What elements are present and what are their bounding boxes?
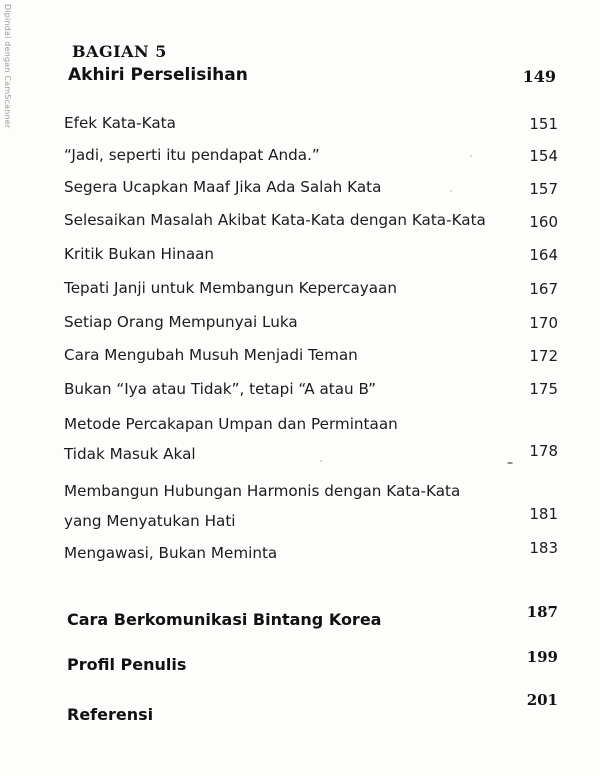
toc-entry-page: 181 [529, 505, 558, 523]
section-label: BAGIAN 5 [72, 42, 167, 61]
toc-entry-title: Bukan “Iya atau Tidak”, tetapi “A atau B” [64, 380, 376, 398]
toc-entry-page: 183 [529, 539, 558, 557]
toc-entry-title: “Jadi, seperti itu pendapat Anda.” [64, 146, 320, 164]
toc-entry-page: 154 [529, 147, 558, 165]
scan-speck [470, 155, 472, 157]
toc-entry-title: Tepati Janji untuk Membangun Kepercayaan [64, 279, 397, 297]
toc-entry-page: 172 [529, 347, 558, 365]
scan-speck [507, 462, 513, 464]
toc-entry-title-line1: Membangun Hubungan Harmonis dengan Kata-Kata [64, 482, 461, 500]
back-matter-title: Profil Penulis [67, 655, 187, 674]
toc-entry-title: Efek Kata-Kata [64, 114, 176, 132]
section-page-number: 149 [522, 67, 556, 86]
toc-entry-title: Setiap Orang Mempunyai Luka [64, 313, 298, 331]
toc-entry-title-line2: Tidak Masuk Akal [64, 445, 196, 463]
toc-entry-title: Segera Ucapkan Maaf Jika Ada Salah Kata [64, 178, 382, 196]
back-matter-page: 199 [526, 648, 558, 666]
section-title: Akhiri Perselisihan [68, 65, 248, 85]
toc-entry-title-line1: Metode Percakapan Umpan dan Permintaan [64, 415, 398, 433]
toc-entry-title-line2: yang Menyatukan Hati [64, 512, 236, 530]
toc-entry-page: 160 [529, 213, 558, 231]
back-matter-page: 187 [526, 603, 558, 621]
toc-entry-title: Mengawasi, Bukan Meminta [64, 544, 278, 562]
toc-entry-title: Selesaikan Masalah Akibat Kata-Kata dengan Kata-Kata [64, 211, 486, 229]
toc-entry-page: 167 [529, 280, 558, 298]
toc-entry-title: Cara Mengubah Musuh Menjadi Teman [64, 346, 358, 364]
scanner-watermark: Dipindai dengan CamScanner [3, 4, 12, 129]
scan-speck [320, 460, 322, 462]
toc-entry-page: 164 [529, 246, 558, 264]
back-matter-title: Cara Berkomunikasi Bintang Korea [67, 610, 382, 629]
toc-entry-page: 178 [529, 442, 558, 460]
back-matter-page: 201 [526, 691, 558, 709]
toc-entry-page: 151 [529, 115, 558, 133]
toc-entry-page: 175 [529, 380, 558, 398]
toc-entry-title: Kritik Bukan Hinaan [64, 245, 215, 263]
scan-speck [450, 190, 452, 192]
back-matter-title: Referensi [67, 705, 154, 724]
toc-entry-page: 170 [529, 314, 558, 332]
toc-entry-page: 157 [529, 180, 558, 198]
